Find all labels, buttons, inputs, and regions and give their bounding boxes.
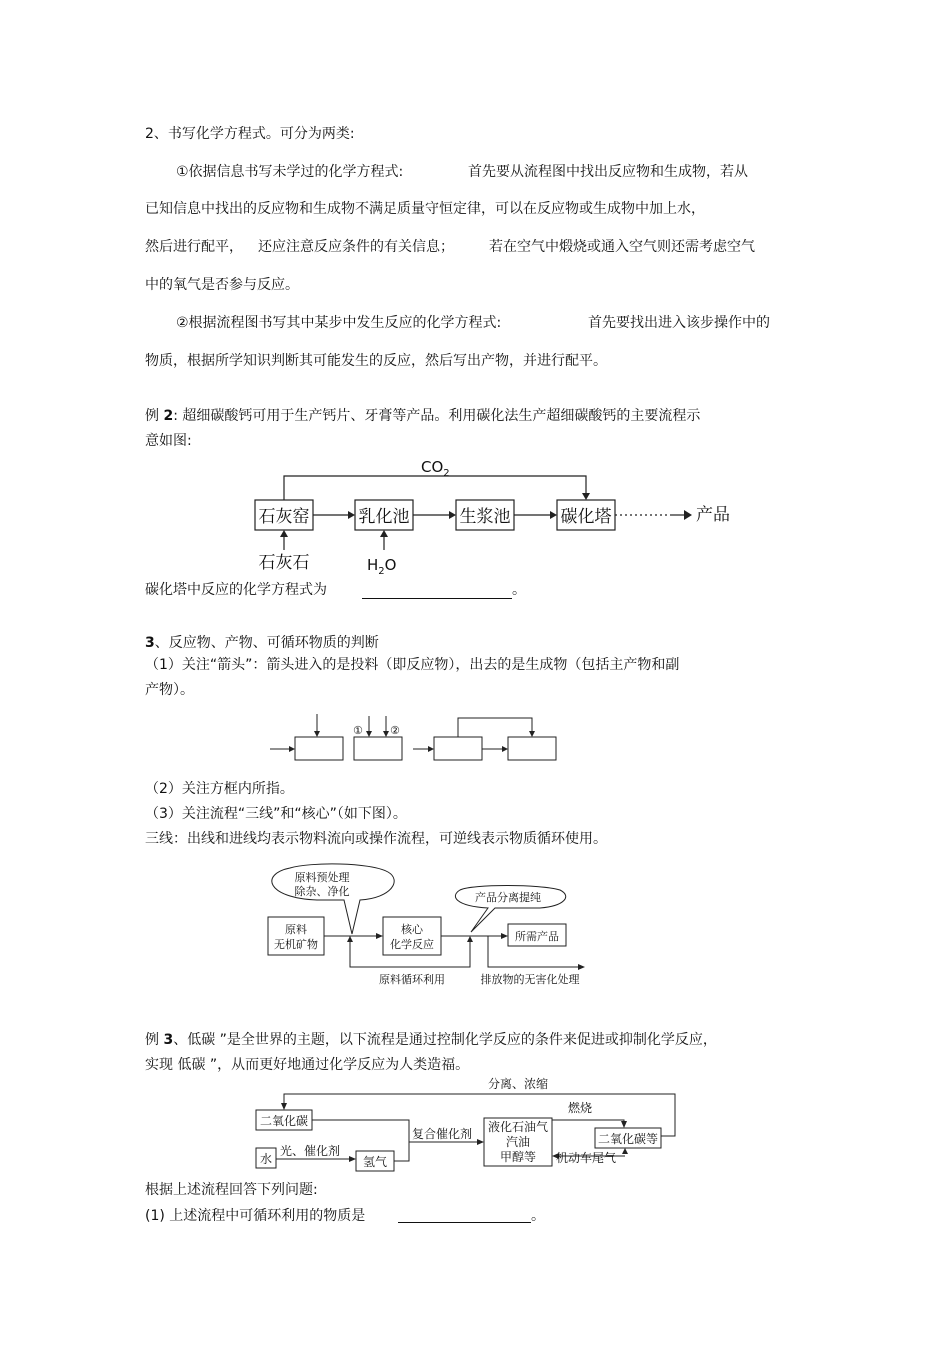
- separation-label: 产品分离提纯: [475, 891, 541, 904]
- rule-1-line-2: 已知信息中找出的反应物和生成物不满足质量守恒定律，可以在反应物或生成物中加上水，: [145, 201, 705, 217]
- rule-2-line-2: 物质，根据所学知识判断其可能发生的反应，然后写出产物，并进行配平。: [145, 353, 607, 369]
- product-label: 产品: [696, 505, 730, 525]
- co2-line: [284, 476, 586, 500]
- fuel-label-2: 汽油: [505, 1135, 531, 1149]
- example-label: 例: [145, 408, 159, 424]
- example-number: 3: [163, 1032, 174, 1048]
- example-3-text: 、低碳 ”是全世界的主题，以下流程是通过控制化学反应的条件来促进或抑制化学反应，: [173, 1032, 717, 1048]
- raw-material-label-2: 无机矿物: [274, 938, 318, 951]
- condition-label: 光、催化剂: [280, 1144, 341, 1158]
- burn-label: 燃烧: [567, 1101, 593, 1115]
- separation-label: 分离、浓缩: [487, 1077, 549, 1091]
- carbonation-tower-label: 碳化塔: [560, 507, 612, 527]
- question-end-mark: 。: [512, 582, 526, 598]
- core-label-2: 化学反应: [390, 938, 434, 951]
- pretreatment-label-2: 除杂、净化: [294, 885, 350, 898]
- example-number: 2: [163, 408, 174, 424]
- rule-1-text: 首先要从流程图中找出反应物和生成物，若从: [468, 164, 748, 180]
- lime-kiln-label: 石灰窑: [258, 507, 310, 527]
- exhaust-label: 机动车尾气: [555, 1151, 617, 1165]
- fuel-label-3: 甲醇等: [499, 1150, 537, 1164]
- s3-point-2: （2）关注方框内所指。: [145, 781, 294, 797]
- box-a: [295, 737, 343, 760]
- low-carbon-flow-diagram: [250, 1076, 682, 1174]
- box-d: [508, 737, 556, 760]
- example-3-intro: 根据上述流程回答下列问题:: [145, 1182, 318, 1198]
- water-label: $H_2O$: [367, 556, 397, 577]
- caco3-flow-diagram: [240, 450, 750, 580]
- arrow-label-1: ①: [353, 724, 363, 737]
- rule-2-title: ②根据流程图书写其中某步中发生反应的化学方程式:: [176, 315, 502, 331]
- product-label: 所需产品: [515, 930, 559, 943]
- rule-2-text: 首先要找出进入该步操作中的: [588, 315, 770, 331]
- raw-material-label-1: 原料: [285, 923, 307, 936]
- limestone-label: 石灰石: [258, 553, 310, 573]
- arrow-label-2: ②: [390, 724, 400, 737]
- example-2-line-2: 意如图:: [145, 433, 192, 449]
- co2-right-label: 二氧化碳等: [597, 1132, 659, 1146]
- water-label: 水: [259, 1152, 273, 1166]
- co2-label: $CO_2$: [421, 458, 450, 479]
- example-3-line-2: 实现 低碳 ”，从而更好地通过化学反应为人类造福。: [145, 1057, 470, 1073]
- example-label: 例: [145, 1032, 159, 1048]
- rule-1-line-3b: 还应注意反应条件的有关信息；: [258, 239, 454, 255]
- pretreatment-label-1: 原料预处理: [294, 871, 350, 884]
- section-3-heading: [145, 634, 379, 652]
- rule-1-title: ①依据信息书写未学过的化学方程式:: [176, 164, 404, 180]
- example-2-question: 碳化塔中反应的化学方程式为: [145, 582, 327, 598]
- rule-1-line-4: 中的氧气是否参与反应。: [145, 277, 299, 293]
- three-lines-core-diagram: [260, 862, 595, 990]
- box-c: [434, 737, 482, 760]
- section-2-heading: 2、书写化学方程式。可分为两类:: [145, 126, 355, 142]
- box-b: [354, 737, 402, 760]
- fuel-label-1: 液化石油气: [487, 1120, 549, 1134]
- example-2-text: : 超细碳酸钙可用于生产钙片、牙膏等产品。利用碳化法生产超细碳酸钙的主要流程示: [173, 408, 701, 424]
- example-3-line-1: [145, 1031, 717, 1049]
- s3-point-1: （1）关注“箭头”：箭头进入的是投料（即反应物），出去的是生成物（包括主产物和副: [145, 657, 680, 673]
- answer-blank-2[interactable]: [398, 1222, 531, 1223]
- example-3-question-1: (1) 上述流程中可循环利用的物质是: [145, 1208, 366, 1224]
- arrow-examples-diagram: [268, 710, 563, 768]
- catalyst-label: 复合催化剂: [412, 1127, 473, 1141]
- slurry-tank-label: 生浆池: [459, 507, 511, 527]
- co2-left-label: 二氧化碳: [259, 1114, 309, 1128]
- emission-label: 排放物的无害化处理: [480, 973, 580, 986]
- s3-point-3: （3）关注流程“三线”和“核心”（如下图）。: [145, 806, 407, 822]
- s3-three-lines: 三线：出线和进线均表示物料流向或操作流程，可逆线表示物质循环使用。: [145, 831, 607, 847]
- rule-1-line-3c: 若在空气中煅烧或通入空气则还需考虑空气: [489, 239, 755, 255]
- emulsion-tank-label: 乳化池: [358, 507, 410, 527]
- question-end-mark: 。: [531, 1208, 545, 1224]
- rule-1-line-3a: 然后进行配平，: [145, 239, 243, 255]
- example-2-line-1: [145, 407, 700, 425]
- section-number: 3: [145, 635, 155, 651]
- core-label-1: 核心: [401, 923, 423, 936]
- s3-point-1-cont: 产物）。: [145, 682, 194, 698]
- recycle-label: 原料循环利用: [379, 973, 445, 986]
- hydrogen-label: 氢气: [362, 1155, 388, 1169]
- answer-blank-1[interactable]: [362, 598, 512, 599]
- section-3-title: 、反应物、产物、可循环物质的判断: [154, 635, 379, 651]
